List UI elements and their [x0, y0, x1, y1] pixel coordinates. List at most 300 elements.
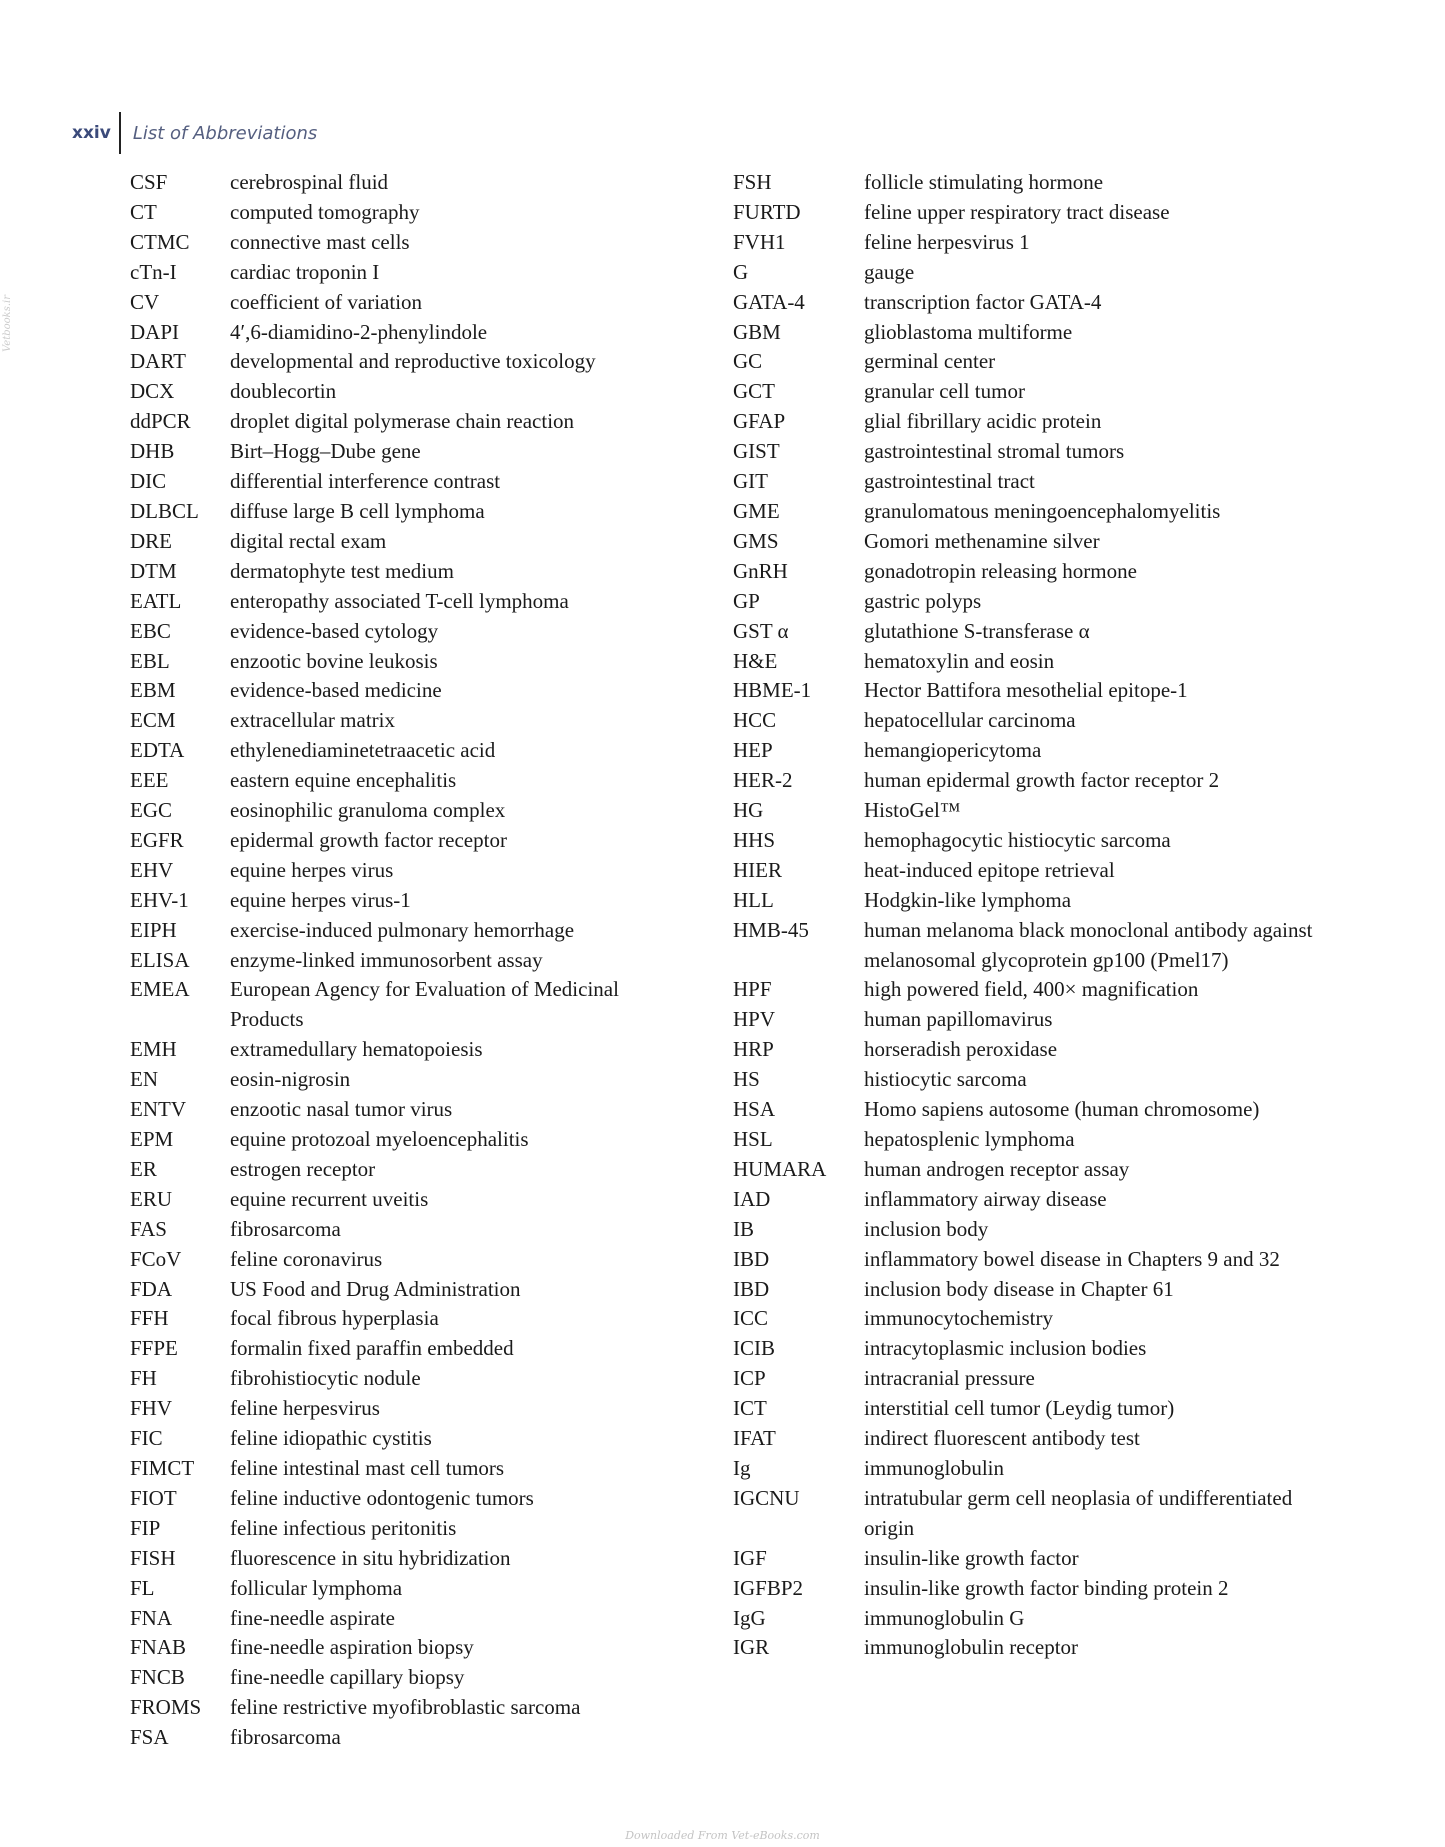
abbreviation-definition: Homo sapiens autosome (human chromosome) [864, 1097, 1260, 1122]
abbreviation-term: EGC [130, 798, 172, 823]
abbreviation-entry [130, 736, 690, 766]
abbreviation-term: ICC [733, 1306, 769, 1331]
abbreviation-definition: doublecortin [230, 379, 337, 404]
abbreviation-term: GCT [733, 379, 775, 404]
abbreviation-entry [733, 557, 1333, 587]
abbreviation-definition: enzootic nasal tumor virus [230, 1097, 453, 1122]
abbreviation-term: HG [733, 798, 764, 823]
abbreviation-definition: European Agency for Evaluation of Medicinal Products [230, 977, 619, 1032]
abbreviation-definition: feline intestinal mast cell tumors [230, 1455, 505, 1480]
abbreviation-entry [130, 1723, 690, 1753]
abbreviation-entry [733, 826, 1333, 856]
abbreviation-entry [130, 1633, 690, 1663]
abbreviation-entry [130, 1095, 690, 1125]
abbreviation-entry [733, 1155, 1333, 1185]
abbreviation-entry [733, 228, 1333, 258]
abbreviation-term: FIP [130, 1515, 161, 1540]
abbreviation-definition: eastern equine encephalitis [230, 768, 457, 793]
abbreviation-entry [130, 826, 690, 856]
abbreviation-entry [733, 1035, 1333, 1065]
side-watermark: Vetbooks.ir [2, 294, 13, 352]
abbreviation-entry [130, 766, 690, 796]
abbreviation-definition: Hector Battifora mesothelial epitope-1 [864, 678, 1188, 703]
abbreviation-entry [733, 1484, 1333, 1544]
abbreviation-entry [130, 1065, 690, 1095]
abbreviation-definition: Gomori methenamine silver [864, 528, 1100, 553]
abbreviation-definition: hemophagocytic histiocytic sarcoma [864, 827, 1171, 852]
abbreviation-definition: coefficient of variation [230, 289, 423, 314]
abbreviation-definition: differential interference contrast [230, 469, 501, 494]
abbreviation-entry [130, 1604, 690, 1634]
abbreviation-term: FURTD [733, 199, 801, 224]
abbreviation-definition: fine-needle capillary biopsy [230, 1665, 465, 1690]
abbreviation-term: EBC [130, 618, 171, 643]
abbreviation-entry [130, 467, 690, 497]
abbreviation-entry [130, 587, 690, 617]
abbreviation-term: Ig [733, 1455, 751, 1480]
abbreviation-entry [733, 1544, 1333, 1574]
abbreviation-term: HUMARA [733, 1156, 827, 1181]
abbreviation-entry [130, 676, 690, 706]
abbreviation-definition: human papillomavirus [864, 1007, 1053, 1032]
abbreviation-definition: gonadotropin releasing hormone [864, 558, 1137, 583]
abbreviation-entry [130, 437, 690, 467]
abbreviation-entry [733, 497, 1333, 527]
abbreviation-definition: heat-induced epitope retrieval [864, 857, 1115, 882]
abbreviation-definition: immunoglobulin G [864, 1605, 1025, 1630]
abbreviation-entry [733, 856, 1333, 886]
abbreviation-definition: digital rectal exam [230, 528, 387, 553]
abbreviation-entry [733, 766, 1333, 796]
abbreviation-definition: glial fibrillary acidic protein [864, 409, 1102, 434]
abbreviation-definition: intratubular germ cell neoplasia of undifferentiated origin [864, 1485, 1293, 1540]
abbreviation-term: ENTV [130, 1097, 186, 1122]
abbreviation-entry [733, 886, 1333, 916]
abbreviation-definition: droplet digital polymerase chain reaction [230, 409, 575, 434]
abbreviation-term: DHB [130, 439, 175, 464]
abbreviation-term: H&E [733, 648, 778, 673]
abbreviation-definition: US Food and Drug Administration [230, 1276, 521, 1301]
abbreviation-definition: estrogen receptor [230, 1156, 376, 1181]
abbreviation-term: DRE [130, 528, 172, 553]
abbreviation-definition: equine herpes virus-1 [230, 887, 411, 912]
abbreviation-definition: glutathione S-transferase α [864, 618, 1090, 643]
abbreviation-definition: Hodgkin-like lymphoma [864, 887, 1072, 912]
abbreviation-definition: enzyme-linked immunosorbent assay [230, 947, 543, 972]
abbreviation-term: GATA-4 [733, 289, 805, 314]
section-title: List of Abbreviations [132, 122, 318, 144]
abbreviation-term: FAS [130, 1216, 167, 1241]
abbreviation-definition: epidermal growth factor receptor [230, 827, 507, 852]
abbreviation-entry [130, 1693, 690, 1723]
abbreviation-entry [733, 288, 1333, 318]
abbreviation-term: EBL [130, 648, 170, 673]
abbreviation-definition: equine protozoal myeloencephalitis [230, 1127, 529, 1151]
abbreviation-definition: feline herpesvirus [230, 1396, 380, 1421]
abbreviation-entry [733, 1125, 1333, 1155]
abbreviation-term: HPV [733, 1007, 776, 1032]
abbreviation-entry [733, 676, 1333, 706]
abbreviation-entry [733, 587, 1333, 617]
abbreviations-column-left [130, 168, 690, 1753]
abbreviation-entry [130, 1514, 690, 1544]
abbreviation-term: FFH [130, 1306, 169, 1331]
abbreviations-column-right [733, 168, 1333, 1663]
abbreviation-entry [130, 617, 690, 647]
abbreviation-definition: human androgen receptor assay [864, 1156, 1130, 1181]
abbreviation-entry [733, 1604, 1333, 1634]
abbreviation-definition: inclusion body disease in Chapter 61 [864, 1276, 1174, 1301]
abbreviation-definition: 4′,6-diamidino-2-phenylindole [230, 319, 488, 344]
abbreviation-definition: interstitial cell tumor (Leydig tumor) [864, 1396, 1175, 1421]
abbreviation-definition: Birt–Hogg–Dube gene [230, 439, 421, 464]
abbreviation-term: EMH [130, 1037, 177, 1062]
abbreviation-definition: fine-needle aspiration biopsy [230, 1635, 474, 1660]
abbreviation-definition: feline infectious peritonitis [230, 1515, 457, 1540]
abbreviation-entry [130, 407, 690, 437]
abbreviation-entry [130, 1275, 690, 1305]
abbreviation-definition: intracranial pressure [864, 1366, 1035, 1391]
abbreviation-entry [130, 1574, 690, 1604]
abbreviation-term: CTMC [130, 229, 190, 254]
abbreviation-term: FFPE [130, 1336, 178, 1361]
abbreviation-term: FNCB [130, 1665, 185, 1690]
abbreviation-entry [130, 497, 690, 527]
abbreviation-term: GBM [733, 319, 781, 344]
abbreviation-entry [130, 886, 690, 916]
abbreviation-definition: hematoxylin and eosin [864, 648, 1055, 673]
abbreviation-entry [130, 288, 690, 318]
abbreviation-definition: feline upper respiratory tract disease [864, 199, 1170, 224]
abbreviation-term: HS [733, 1067, 760, 1092]
abbreviation-definition: HistoGel™ [864, 798, 961, 823]
abbreviation-definition: glioblastoma multiforme [864, 319, 1073, 344]
abbreviation-term: ddPCR [130, 409, 191, 434]
abbreviation-term: FIC [130, 1426, 163, 1451]
abbreviation-entry [130, 916, 690, 946]
abbreviation-term: IGF [733, 1545, 767, 1570]
abbreviation-definition: histiocytic sarcoma [864, 1067, 1027, 1092]
abbreviation-term: ICP [733, 1366, 766, 1391]
abbreviation-entry [130, 347, 690, 377]
abbreviation-term: HSL [733, 1127, 773, 1151]
abbreviation-term: FROMS [130, 1695, 202, 1720]
abbreviation-term: ELISA [130, 947, 190, 972]
abbreviation-definition: focal fibrous hyperplasia [230, 1306, 439, 1331]
abbreviation-definition: immunocytochemistry [864, 1306, 1053, 1331]
abbreviation-definition: inflammatory airway disease [864, 1186, 1107, 1211]
abbreviation-definition: equine herpes virus [230, 857, 394, 882]
abbreviation-definition: immunoglobulin [864, 1455, 1005, 1480]
abbreviation-term: DAPI [130, 319, 180, 344]
abbreviation-term: ICT [733, 1396, 767, 1421]
abbreviation-definition: feline inductive odontogenic tumors [230, 1485, 534, 1510]
abbreviation-term: FIMCT [130, 1455, 195, 1480]
abbreviation-entry [733, 1334, 1333, 1364]
abbreviation-term: ER [130, 1156, 157, 1181]
abbreviation-entry [733, 1304, 1333, 1334]
abbreviation-term: HMB-45 [733, 917, 809, 942]
abbreviation-entry [130, 258, 690, 288]
abbreviation-definition: equine recurrent uveitis [230, 1186, 429, 1211]
abbreviation-entry [130, 1185, 690, 1215]
abbreviation-definition: enteropathy associated T-cell lymphoma [230, 588, 569, 613]
page-number: xxiv [72, 123, 111, 143]
abbreviation-definition: follicle stimulating hormone [864, 170, 1104, 194]
abbreviation-term: GMS [733, 528, 779, 553]
abbreviation-entry [733, 1095, 1333, 1125]
abbreviation-entry [733, 1275, 1333, 1305]
abbreviation-entry [733, 198, 1333, 228]
abbreviation-term: IGCNU [733, 1485, 800, 1510]
abbreviation-definition: gastrointestinal tract [864, 469, 1035, 494]
abbreviation-term: FDA [130, 1276, 173, 1301]
abbreviation-term: GP [733, 588, 760, 613]
abbreviation-definition: formalin fixed paraffin embedded [230, 1336, 514, 1361]
abbreviation-term: EPM [130, 1127, 174, 1151]
abbreviation-term: DTM [130, 558, 177, 583]
abbreviation-entry [130, 1035, 690, 1065]
abbreviation-definition: feline idiopathic cystitis [230, 1426, 432, 1451]
abbreviation-term: GIST [733, 439, 780, 464]
abbreviation-definition: indirect fluorescent antibody test [864, 1426, 1140, 1451]
abbreviation-definition: developmental and reproductive toxicology [230, 349, 596, 374]
abbreviation-definition: immunoglobulin receptor [864, 1635, 1079, 1660]
abbreviation-entry [733, 467, 1333, 497]
abbreviation-definition: insulin-like growth factor binding protein 2 [864, 1575, 1229, 1600]
abbreviation-term: FCoV [130, 1246, 182, 1271]
abbreviation-term: HIER [733, 857, 782, 882]
abbreviation-term: DLBCL [130, 498, 199, 523]
abbreviation-entry [130, 946, 690, 976]
abbreviation-entry [733, 975, 1333, 1005]
abbreviation-entry [733, 617, 1333, 647]
abbreviation-definition: exercise-induced pulmonary hemorrhage [230, 917, 575, 942]
abbreviation-entry [733, 1005, 1333, 1035]
abbreviation-definition: horseradish peroxidase [864, 1037, 1058, 1062]
abbreviation-entry [130, 1215, 690, 1245]
abbreviation-entry [733, 1454, 1333, 1484]
abbreviation-definition: dermatophyte test medium [230, 558, 454, 583]
abbreviation-term: HCC [733, 708, 777, 733]
abbreviation-definition: human epidermal growth factor receptor 2 [864, 768, 1220, 793]
abbreviation-entry [130, 168, 690, 198]
abbreviation-term: FH [130, 1366, 157, 1391]
abbreviation-term: FNA [130, 1605, 173, 1630]
abbreviation-term: GST α [733, 618, 789, 643]
abbreviation-entry [130, 1454, 690, 1484]
abbreviation-term: IB [733, 1216, 754, 1241]
abbreviation-term: ECM [130, 708, 176, 733]
abbreviation-definition: hepatocellular carcinoma [864, 708, 1076, 733]
abbreviation-term: EN [130, 1067, 158, 1092]
abbreviation-entry [733, 736, 1333, 766]
abbreviation-entry [130, 1304, 690, 1334]
abbreviation-term: HSA [733, 1097, 776, 1122]
abbreviation-definition: fibrosarcoma [230, 1725, 341, 1750]
abbreviation-definition: human melanoma black monoclonal antibody against melanosomal glycoprotein gp100 (Pmel17) [864, 917, 1313, 972]
abbreviation-term: FISH [130, 1545, 176, 1570]
abbreviation-term: ERU [130, 1186, 172, 1211]
abbreviation-term: DART [130, 349, 186, 374]
abbreviation-entry [130, 527, 690, 557]
abbreviation-entry [130, 557, 690, 587]
abbreviation-definition: transcription factor GATA-4 [864, 289, 1102, 314]
abbreviation-term: EIPH [130, 917, 177, 942]
abbreviation-entry [733, 1245, 1333, 1275]
download-footer: Downloaded From Vet-eBooks.com [625, 1829, 820, 1842]
abbreviation-definition: diffuse large B cell lymphoma [230, 498, 485, 523]
running-head [72, 112, 317, 154]
abbreviation-definition: hepatosplenic lymphoma [864, 1127, 1075, 1151]
abbreviation-entry [130, 706, 690, 736]
abbreviation-definition: fluorescence in situ hybridization [230, 1545, 511, 1570]
abbreviation-entry [733, 258, 1333, 288]
abbreviation-term: EDTA [130, 738, 185, 763]
abbreviation-term: CSF [130, 170, 168, 194]
abbreviation-definition: high powered field, 400× magnification [864, 977, 1199, 1002]
abbreviation-definition: inclusion body [864, 1216, 989, 1241]
abbreviation-term: FVH1 [733, 229, 786, 254]
abbreviation-entry [130, 1334, 690, 1364]
abbreviation-definition: gauge [864, 259, 915, 284]
abbreviation-term: CT [130, 199, 157, 224]
abbreviation-entry [130, 1394, 690, 1424]
abbreviation-definition: fine-needle aspirate [230, 1605, 395, 1630]
abbreviation-term: HBME-1 [733, 678, 812, 703]
abbreviation-term: EEE [130, 768, 169, 793]
abbreviation-term: IAD [733, 1186, 771, 1211]
abbreviation-definition: computed tomography [230, 199, 420, 224]
abbreviation-definition: intracytoplasmic inclusion bodies [864, 1336, 1147, 1361]
abbreviation-entry [733, 407, 1333, 437]
abbreviation-entry [130, 1663, 690, 1693]
abbreviation-term: DIC [130, 469, 167, 494]
abbreviation-entry [733, 706, 1333, 736]
abbreviation-term: IGR [733, 1635, 770, 1660]
abbreviation-entry [130, 1245, 690, 1275]
abbreviation-definition: gastric polyps [864, 588, 982, 613]
abbreviation-definition: germinal center [864, 349, 996, 374]
abbreviation-term: FIOT [130, 1485, 177, 1510]
abbreviation-entry [130, 647, 690, 677]
abbreviation-definition: hemangiopericytoma [864, 738, 1042, 763]
abbreviation-entry [130, 1424, 690, 1454]
abbreviation-definition: ethylenediaminetetraacetic acid [230, 738, 496, 763]
abbreviation-definition: enzootic bovine leukosis [230, 648, 438, 673]
abbreviation-term: FSA [130, 1725, 169, 1750]
abbreviation-term: GC [733, 349, 763, 374]
abbreviation-definition: granulomatous meningoencephalomyelitis [864, 498, 1221, 523]
abbreviation-entry [733, 1424, 1333, 1454]
header-divider [119, 112, 121, 154]
abbreviation-definition: eosin-nigrosin [230, 1067, 351, 1092]
abbreviation-definition: follicular lymphoma [230, 1575, 403, 1600]
abbreviation-term: EATL [130, 588, 182, 613]
abbreviation-term: G [733, 259, 749, 284]
abbreviation-term: FL [130, 1575, 155, 1600]
abbreviation-term: FSH [733, 170, 772, 194]
abbreviation-definition: granular cell tumor [864, 379, 1025, 404]
abbreviation-entry [130, 198, 690, 228]
abbreviation-entry [130, 228, 690, 258]
abbreviation-definition: feline coronavirus [230, 1246, 383, 1271]
abbreviation-entry [733, 1215, 1333, 1245]
abbreviation-definition: evidence-based cytology [230, 618, 439, 643]
abbreviation-term: EMEA [130, 977, 190, 1002]
abbreviation-entry [130, 318, 690, 348]
abbreviation-entry [733, 347, 1333, 377]
abbreviation-entry [733, 1364, 1333, 1394]
abbreviation-entry [733, 647, 1333, 677]
abbreviation-term: HEP [733, 738, 773, 763]
abbreviation-definition: feline herpesvirus 1 [864, 229, 1030, 254]
abbreviation-term: GIT [733, 469, 768, 494]
abbreviation-term: EHV-1 [130, 887, 189, 912]
abbreviation-term: GME [733, 498, 780, 523]
abbreviation-term: EGFR [130, 827, 184, 852]
abbreviation-definition: eosinophilic granuloma complex [230, 798, 506, 823]
abbreviation-definition: cerebrospinal fluid [230, 170, 389, 194]
abbreviation-entry [733, 796, 1333, 826]
abbreviation-term: HHS [733, 827, 776, 852]
abbreviation-term: IGFBP2 [733, 1575, 804, 1600]
abbreviation-entry [733, 527, 1333, 557]
abbreviation-definition: extramedullary hematopoiesis [230, 1037, 483, 1062]
abbreviation-term: HRP [733, 1037, 774, 1062]
abbreviation-entry [733, 1394, 1333, 1424]
abbreviation-entry [733, 437, 1333, 467]
abbreviation-term: HLL [733, 887, 774, 912]
abbreviation-entry [130, 1484, 690, 1514]
abbreviation-entry [733, 377, 1333, 407]
abbreviation-definition: fibrohistiocytic nodule [230, 1366, 421, 1391]
abbreviation-term: ICIB [733, 1336, 775, 1361]
abbreviation-term: FNAB [130, 1635, 187, 1660]
abbreviation-entry [130, 377, 690, 407]
abbreviation-definition: cardiac troponin I [230, 259, 380, 284]
abbreviation-entry [130, 975, 690, 1035]
abbreviation-term: FHV [130, 1396, 173, 1421]
abbreviation-entry [733, 1574, 1333, 1604]
abbreviation-term: CV [130, 289, 160, 314]
abbreviation-term: EBM [130, 678, 176, 703]
abbreviation-definition: gastrointestinal stromal tumors [864, 439, 1125, 464]
abbreviation-definition: connective mast cells [230, 229, 410, 254]
abbreviation-entry [733, 1185, 1333, 1215]
abbreviation-term: IBD [733, 1246, 770, 1271]
abbreviation-entry [733, 318, 1333, 348]
abbreviation-entry [733, 168, 1333, 198]
abbreviation-entry [130, 1364, 690, 1394]
abbreviation-term: IFAT [733, 1426, 776, 1451]
abbreviation-entry [733, 916, 1333, 976]
abbreviation-term: cTn-I [130, 259, 177, 284]
abbreviation-definition: inflammatory bowel disease in Chapters 9 and 32 [864, 1246, 1280, 1271]
abbreviation-term: GFAP [733, 409, 786, 434]
abbreviation-term: IgG [733, 1605, 766, 1630]
abbreviation-entry [130, 1125, 690, 1155]
abbreviation-definition: insulin-like growth factor [864, 1545, 1079, 1570]
abbreviation-term: IBD [733, 1276, 770, 1301]
abbreviation-term: DCX [130, 379, 175, 404]
abbreviation-entry [733, 1633, 1333, 1663]
abbreviation-definition: feline restrictive myofibroblastic sarcoma [230, 1695, 581, 1720]
abbreviation-entry [130, 1544, 690, 1574]
abbreviation-term: GnRH [733, 558, 788, 583]
abbreviation-entry [130, 1155, 690, 1185]
abbreviation-definition: extracellular matrix [230, 708, 395, 733]
